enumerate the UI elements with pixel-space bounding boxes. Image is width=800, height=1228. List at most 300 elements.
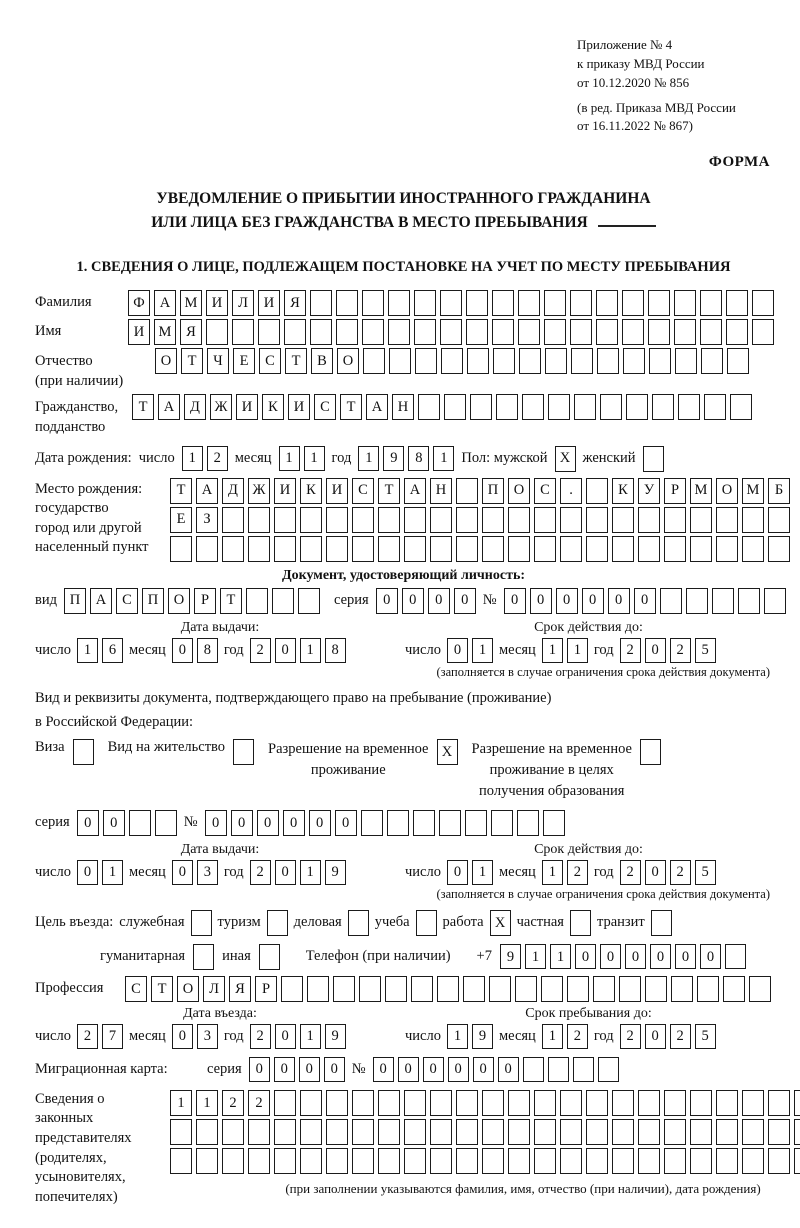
char-cell[interactable]: 0 [447,638,468,663]
char-cell[interactable] [248,1119,270,1145]
char-cell[interactable] [794,1119,800,1145]
char-cell[interactable] [508,1148,530,1174]
char-cell[interactable]: 0 [645,638,666,663]
char-cell[interactable] [281,976,303,1002]
char-cell[interactable]: 1 [77,638,98,663]
char-cell[interactable] [651,910,672,936]
char-cell[interactable] [191,910,212,936]
char-cell[interactable]: 0 [530,588,552,614]
char-cell[interactable]: 0 [309,810,331,836]
char-cell[interactable] [310,319,332,345]
char-cell[interactable]: 0 [625,944,646,969]
char-cell[interactable]: И [236,394,258,420]
char-cell[interactable] [534,536,556,562]
char-cell[interactable] [463,976,485,1002]
char-cell[interactable] [333,976,355,1002]
char-cell[interactable]: А [158,394,180,420]
char-cell[interactable]: М [690,478,712,504]
char-cell[interactable] [378,507,400,533]
char-cell[interactable] [430,536,452,562]
char-cell[interactable] [522,394,544,420]
char-cell[interactable] [674,290,696,316]
char-cell[interactable]: И [274,478,296,504]
char-cell[interactable] [716,1119,738,1145]
char-cell[interactable] [596,319,618,345]
char-cell[interactable]: 0 [376,588,398,614]
char-cell[interactable] [196,1148,218,1174]
char-cell[interactable]: 0 [283,810,305,836]
char-cell[interactable]: 0 [448,1057,469,1082]
char-cell[interactable] [701,348,723,374]
char-cell[interactable] [560,1090,582,1116]
char-cell[interactable] [664,1090,686,1116]
char-cell[interactable] [678,394,700,420]
char-cell[interactable] [586,1119,608,1145]
char-cell[interactable]: 0 [299,1057,320,1082]
char-cell[interactable]: 8 [197,638,218,663]
char-cell[interactable] [600,394,622,420]
char-cell[interactable]: Т [285,348,307,374]
char-cell[interactable] [430,1090,452,1116]
char-cell[interactable]: О [337,348,359,374]
char-cell[interactable]: 0 [504,588,526,614]
char-cell[interactable]: У [638,478,660,504]
char-cell[interactable] [456,1119,478,1145]
char-cell[interactable]: В [311,348,333,374]
char-cell[interactable] [413,810,435,836]
char-cell[interactable]: Ф [128,290,150,316]
char-cell[interactable] [73,739,94,765]
char-cell[interactable] [716,1148,738,1174]
char-cell[interactable]: Л [232,290,254,316]
char-cell[interactable]: . [560,478,582,504]
char-cell[interactable]: Я [180,319,202,345]
char-cell[interactable]: 7 [102,1024,123,1049]
char-cell[interactable] [326,1090,348,1116]
char-cell[interactable]: 0 [172,1024,193,1049]
char-cell[interactable] [389,348,411,374]
char-cell[interactable] [515,976,537,1002]
char-cell[interactable]: Р [255,976,277,1002]
char-cell[interactable] [170,536,192,562]
char-cell[interactable] [690,536,712,562]
char-cell[interactable]: И [326,478,348,504]
char-cell[interactable] [573,1057,594,1082]
char-cell[interactable]: 0 [498,1057,519,1082]
char-cell[interactable]: А [90,588,112,614]
char-cell[interactable]: 0 [274,1057,295,1082]
char-cell[interactable] [170,1119,192,1145]
char-cell[interactable] [686,588,708,614]
char-cell[interactable]: 0 [402,588,424,614]
char-cell[interactable] [643,446,664,472]
char-cell[interactable] [388,319,410,345]
char-cell[interactable] [541,976,563,1002]
char-cell[interactable]: О [508,478,530,504]
char-cell[interactable]: К [612,478,634,504]
char-cell[interactable] [726,290,748,316]
char-cell[interactable] [222,1119,244,1145]
char-cell[interactable] [622,319,644,345]
char-cell[interactable]: X [555,446,576,472]
char-cell[interactable] [626,394,648,420]
char-cell[interactable] [378,1119,400,1145]
char-cell[interactable] [362,319,384,345]
char-cell[interactable]: 2 [250,860,271,885]
char-cell[interactable]: Я [284,290,306,316]
char-cell[interactable] [352,507,374,533]
char-cell[interactable]: 0 [582,588,604,614]
char-cell[interactable]: 1 [300,860,321,885]
char-cell[interactable]: 0 [77,810,99,836]
char-cell[interactable] [378,1090,400,1116]
char-cell[interactable] [768,1119,790,1145]
char-cell[interactable] [508,507,530,533]
char-cell[interactable] [307,976,329,1002]
char-cell[interactable]: 0 [275,638,296,663]
char-cell[interactable] [700,319,722,345]
char-cell[interactable]: Т [340,394,362,420]
char-cell[interactable]: 0 [324,1057,345,1082]
char-cell[interactable] [725,944,746,969]
char-cell[interactable]: Р [664,478,686,504]
char-cell[interactable] [467,348,489,374]
char-cell[interactable]: П [482,478,504,504]
char-cell[interactable] [716,536,738,562]
char-cell[interactable] [489,976,511,1002]
char-cell[interactable] [742,1148,764,1174]
char-cell[interactable] [675,348,697,374]
char-cell[interactable] [508,1090,530,1116]
char-cell[interactable]: А [404,478,426,504]
char-cell[interactable] [519,348,541,374]
char-cell[interactable] [712,588,734,614]
char-cell[interactable] [752,290,774,316]
char-cell[interactable] [652,394,674,420]
char-cell[interactable] [768,1090,790,1116]
char-cell[interactable] [671,976,693,1002]
char-cell[interactable] [196,1119,218,1145]
char-cell[interactable] [612,1119,634,1145]
char-cell[interactable]: 2 [250,638,271,663]
char-cell[interactable] [586,1090,608,1116]
char-cell[interactable] [336,319,358,345]
char-cell[interactable] [248,507,270,533]
char-cell[interactable] [716,1090,738,1116]
char-cell[interactable] [274,1119,296,1145]
char-cell[interactable] [404,1090,426,1116]
char-cell[interactable]: Е [170,507,192,533]
char-cell[interactable] [534,1090,556,1116]
char-cell[interactable] [300,1148,322,1174]
char-cell[interactable] [738,588,760,614]
char-cell[interactable]: 8 [325,638,346,663]
char-cell[interactable]: X [437,739,458,765]
char-cell[interactable]: 1 [447,1024,468,1049]
char-cell[interactable] [456,478,478,504]
char-cell[interactable] [612,507,634,533]
char-cell[interactable]: 1 [358,446,379,471]
char-cell[interactable] [404,1148,426,1174]
char-cell[interactable]: О [155,348,177,374]
char-cell[interactable] [742,1090,764,1116]
char-cell[interactable] [648,290,670,316]
char-cell[interactable]: 1 [567,638,588,663]
char-cell[interactable]: А [154,290,176,316]
char-cell[interactable] [466,319,488,345]
char-cell[interactable]: С [116,588,138,614]
char-cell[interactable] [570,910,591,936]
char-cell[interactable]: О [168,588,190,614]
char-cell[interactable] [560,1119,582,1145]
char-cell[interactable] [404,507,426,533]
char-cell[interactable] [274,507,296,533]
char-cell[interactable]: 3 [197,860,218,885]
char-cell[interactable] [638,1090,660,1116]
char-cell[interactable] [586,1148,608,1174]
char-cell[interactable] [638,507,660,533]
char-cell[interactable] [638,1148,660,1174]
char-cell[interactable] [674,319,696,345]
char-cell[interactable]: 0 [608,588,630,614]
char-cell[interactable] [645,976,667,1002]
char-cell[interactable] [246,588,268,614]
char-cell[interactable] [571,348,593,374]
char-cell[interactable] [310,290,332,316]
char-cell[interactable]: 1 [196,1090,218,1116]
char-cell[interactable] [496,394,518,420]
char-cell[interactable] [456,1148,478,1174]
char-cell[interactable]: 9 [472,1024,493,1049]
char-cell[interactable] [352,536,374,562]
char-cell[interactable] [548,394,570,420]
char-cell[interactable]: Ж [210,394,232,420]
char-cell[interactable]: М [154,319,176,345]
char-cell[interactable] [492,319,514,345]
char-cell[interactable] [742,536,764,562]
char-cell[interactable] [415,348,437,374]
char-cell[interactable]: 0 [77,860,98,885]
char-cell[interactable]: 9 [325,1024,346,1049]
char-cell[interactable] [764,588,786,614]
char-cell[interactable] [414,319,436,345]
char-cell[interactable]: 1 [542,1024,563,1049]
char-cell[interactable] [570,290,592,316]
char-cell[interactable]: И [288,394,310,420]
char-cell[interactable]: Ч [207,348,229,374]
char-cell[interactable] [388,290,410,316]
char-cell[interactable]: 0 [205,810,227,836]
char-cell[interactable] [267,910,288,936]
char-cell[interactable] [768,536,790,562]
char-cell[interactable]: 0 [335,810,357,836]
char-cell[interactable] [560,507,582,533]
char-cell[interactable] [567,976,589,1002]
char-cell[interactable]: 1 [300,638,321,663]
char-cell[interactable] [444,394,466,420]
char-cell[interactable] [742,1119,764,1145]
char-cell[interactable]: З [196,507,218,533]
char-cell[interactable] [482,536,504,562]
char-cell[interactable]: 1 [279,446,300,471]
char-cell[interactable] [404,1119,426,1145]
char-cell[interactable]: 2 [620,638,641,663]
char-cell[interactable] [387,810,409,836]
char-cell[interactable] [274,1090,296,1116]
char-cell[interactable]: И [128,319,150,345]
char-cell[interactable]: 0 [257,810,279,836]
char-cell[interactable]: Л [203,976,225,1002]
char-cell[interactable] [440,319,462,345]
char-cell[interactable] [336,290,358,316]
char-cell[interactable] [352,1119,374,1145]
char-cell[interactable] [612,1148,634,1174]
char-cell[interactable]: О [716,478,738,504]
char-cell[interactable] [300,1119,322,1145]
char-cell[interactable]: С [314,394,336,420]
char-cell[interactable]: 0 [650,944,671,969]
char-cell[interactable] [704,394,726,420]
char-cell[interactable] [593,976,615,1002]
char-cell[interactable]: И [206,290,228,316]
char-cell[interactable] [326,507,348,533]
char-cell[interactable] [742,507,764,533]
char-cell[interactable]: Т [220,588,242,614]
char-cell[interactable]: 0 [428,588,450,614]
char-cell[interactable] [378,1148,400,1174]
char-cell[interactable] [300,1090,322,1116]
char-cell[interactable] [274,536,296,562]
char-cell[interactable] [491,810,513,836]
char-cell[interactable] [664,1148,686,1174]
char-cell[interactable] [348,910,369,936]
char-cell[interactable]: 2 [248,1090,270,1116]
char-cell[interactable]: 0 [275,860,296,885]
char-cell[interactable] [196,536,218,562]
char-cell[interactable] [794,1090,800,1116]
char-cell[interactable] [534,1119,556,1145]
char-cell[interactable] [352,1090,374,1116]
char-cell[interactable] [222,1148,244,1174]
char-cell[interactable] [418,394,440,420]
char-cell[interactable] [597,348,619,374]
char-cell[interactable] [518,290,540,316]
char-cell[interactable] [441,348,463,374]
char-cell[interactable] [612,1090,634,1116]
char-cell[interactable]: 0 [103,810,125,836]
char-cell[interactable] [586,478,608,504]
char-cell[interactable]: К [262,394,284,420]
char-cell[interactable]: 5 [695,638,716,663]
char-cell[interactable] [700,290,722,316]
char-cell[interactable]: Р [194,588,216,614]
char-cell[interactable] [378,536,400,562]
char-cell[interactable]: 2 [77,1024,98,1049]
char-cell[interactable]: 1 [170,1090,192,1116]
char-cell[interactable] [170,1148,192,1174]
char-cell[interactable] [690,1148,712,1174]
char-cell[interactable]: 0 [249,1057,270,1082]
char-cell[interactable] [259,944,280,970]
char-cell[interactable]: А [366,394,388,420]
char-cell[interactable] [622,290,644,316]
char-cell[interactable]: 6 [102,638,123,663]
char-cell[interactable]: К [300,478,322,504]
char-cell[interactable] [518,319,540,345]
char-cell[interactable] [274,1148,296,1174]
char-cell[interactable] [493,348,515,374]
char-cell[interactable] [508,536,530,562]
char-cell[interactable]: 1 [472,638,493,663]
char-cell[interactable] [664,507,686,533]
char-cell[interactable]: Ж [248,478,270,504]
char-cell[interactable]: 2 [620,860,641,885]
char-cell[interactable] [690,1119,712,1145]
char-cell[interactable]: 9 [325,860,346,885]
char-cell[interactable] [439,810,461,836]
char-cell[interactable]: 5 [695,1024,716,1049]
char-cell[interactable] [414,290,436,316]
char-cell[interactable] [548,1057,569,1082]
char-cell[interactable] [222,536,244,562]
char-cell[interactable] [298,588,320,614]
char-cell[interactable]: 0 [556,588,578,614]
char-cell[interactable] [300,507,322,533]
char-cell[interactable]: П [64,588,86,614]
char-cell[interactable] [664,536,686,562]
char-cell[interactable]: Т [151,976,173,1002]
char-cell[interactable] [456,507,478,533]
char-cell[interactable]: 1 [433,446,454,471]
char-cell[interactable]: 8 [408,446,429,471]
char-cell[interactable] [596,290,618,316]
char-cell[interactable]: Д [222,478,244,504]
char-cell[interactable] [470,394,492,420]
char-cell[interactable]: 0 [645,860,666,885]
char-cell[interactable] [206,319,228,345]
char-cell[interactable]: 1 [472,860,493,885]
char-cell[interactable]: М [742,478,764,504]
char-cell[interactable] [648,319,670,345]
char-cell[interactable]: 1 [102,860,123,885]
char-cell[interactable] [272,588,294,614]
char-cell[interactable]: П [142,588,164,614]
char-cell[interactable] [300,536,322,562]
char-cell[interactable] [545,348,567,374]
char-cell[interactable] [752,319,774,345]
char-cell[interactable]: Т [132,394,154,420]
char-cell[interactable] [660,588,682,614]
char-cell[interactable]: 1 [182,446,203,471]
char-cell[interactable] [232,319,254,345]
char-cell[interactable] [437,976,459,1002]
char-cell[interactable]: 2 [670,638,691,663]
char-cell[interactable]: Д [184,394,206,420]
char-cell[interactable] [430,507,452,533]
char-cell[interactable] [326,536,348,562]
char-cell[interactable] [362,290,384,316]
char-cell[interactable] [363,348,385,374]
char-cell[interactable]: 0 [454,588,476,614]
char-cell[interactable]: И [258,290,280,316]
char-cell[interactable] [560,1148,582,1174]
char-cell[interactable]: Т [378,478,400,504]
char-cell[interactable] [466,290,488,316]
char-cell[interactable] [690,507,712,533]
char-cell[interactable] [638,536,660,562]
char-cell[interactable] [697,976,719,1002]
char-cell[interactable]: 0 [398,1057,419,1082]
